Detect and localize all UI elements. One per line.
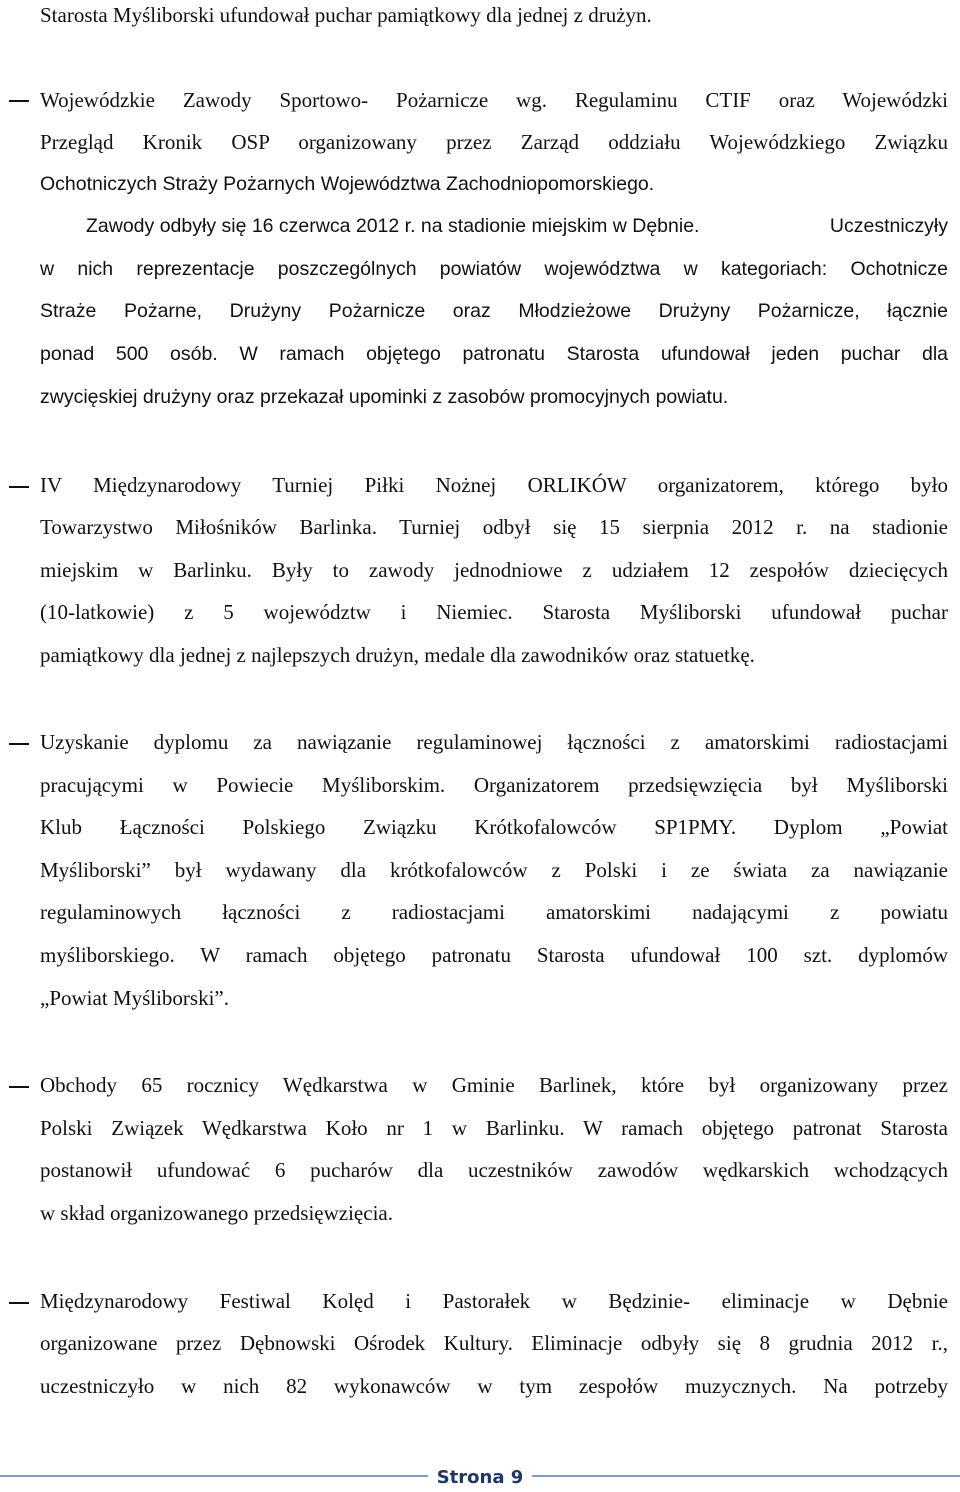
paragraph-line: myśliborskiego. W ramach objętego patronatu Starosta ufundował 100 szt. dyplomów — [40, 943, 948, 967]
paragraph-line: ponad 500 osób. W ramach objętego patronatu Starosta ufundował jeden puchar dla — [40, 343, 948, 365]
paragraph-line: Klub Łączności Polskiego Związku Krótkofalowców SP1PMY. Dyplom „Powiat — [40, 815, 948, 839]
paragraph-line: Starosta Myśliborski ufundował puchar pamiątkowy dla jednej z drużyn. — [40, 3, 652, 27]
paragraph-line: miejskim w Barlinku. Były to zawody jednodniowe z udziałem 12 zespołów dziecięcych — [40, 558, 948, 582]
list-dash — [9, 1086, 29, 1088]
paragraph-line: Uzyskanie dyplomu za nawiązanie regulaminowej łączności z amatorskimi radiostacjami — [40, 730, 948, 754]
paragraph-line: pracującymi w Powiecie Myśliborskim. Organizatorem przedsięwzięcia był Myśliborski — [40, 773, 948, 797]
list-dash — [9, 100, 29, 102]
list-dash — [9, 1302, 29, 1304]
paragraph-line: w skład organizowanego przedsięwzięcia. — [40, 1201, 393, 1225]
page-number: Strona 9 — [436, 1467, 524, 1488]
footer-rule-right — [532, 1475, 960, 1477]
paragraph-line: Towarzystwo Miłośników Barlinka. Turniej odbył się 15 sierpnia 2012 r. na stadionie — [40, 515, 948, 539]
paragraph-line: Ochotniczych Straży Pożarnych Województwa Zachodniopomorskiego. — [40, 173, 655, 195]
paragraph-line: Straże Pożarne, Drużyny Pożarnicze oraz Młodzieżowe Drużyny Pożarnicze, łącznie — [40, 300, 948, 322]
paragraph-line: IV Międzynarodowy Turniej Piłki Nożnej ORLIKÓW organizatorem, którego było — [40, 473, 948, 497]
paragraph-line: postanowił ufundować 6 pucharów dla uczestników zawodów wędkarskich wchodzących — [40, 1158, 948, 1182]
paragraph-line: Myśliborski” był wydawany dla krótkofalowców z Polski i ze świata za nawiązanie — [40, 858, 948, 882]
paragraph-line: zwycięskiej drużyny oraz przekazał upominki z zasobów promocyjnych powiatu. — [40, 386, 729, 408]
paragraph-line: „Powiat Myśliborski”. — [40, 986, 229, 1010]
paragraph-line: Międzynarodowy Festiwal Kolęd i Pastorałek w Będzinie- eliminacje w Dębnie — [40, 1289, 948, 1313]
paragraph-line: w nich reprezentacje poszczególnych powiatów województwa w kategoriach: Ochotnicze — [40, 258, 948, 280]
paragraph-line: pamiątkowy dla jednej z najlepszych drużyn, medale dla zawodników oraz statuetkę. — [40, 643, 755, 667]
paragraph-line: (10-latkowie) z 5 województw i Niemiec. Starosta Myśliborski ufundował puchar — [40, 600, 948, 624]
paragraph-line: Uczestniczyły — [829, 215, 948, 237]
paragraph-line: Przegląd Kronik OSP organizowany przez Zarząd oddziału Wojewódzkiego Związku — [40, 130, 948, 154]
paragraph-line: uczestniczyło w nich 82 wykonawców w tym zespołów muzycznych. Na potrzeby — [40, 1374, 948, 1398]
footer-rule-left — [0, 1475, 428, 1477]
paragraph-line: regulaminowych łączności z radiostacjami amatorskimi nadającymi z powiatu — [40, 900, 948, 924]
list-dash — [9, 743, 29, 745]
paragraph-line: Polski Związek Wędkarstwa Koło nr 1 w Barlinku. W ramach objętego patronat Starosta — [40, 1116, 948, 1140]
list-dash — [9, 486, 29, 488]
paragraph-line: Obchody 65 rocznicy Wędkarstwa w Gminie Barlinek, które był organizowany przez — [40, 1073, 948, 1097]
paragraph-line: organizowane przez Dębnowski Ośrodek Kultury. Eliminacje odbyły się 8 grudnia 2012 r., — [40, 1331, 948, 1355]
paragraph-line: Wojewódzkie Zawody Sportowo- Pożarnicze wg. Regulaminu CTIF oraz Wojewódzki — [40, 88, 948, 112]
paragraph-line: Zawody odbyły się 16 czerwca 2012 r. na stadionie miejskim w Dębnie. — [86, 215, 700, 237]
